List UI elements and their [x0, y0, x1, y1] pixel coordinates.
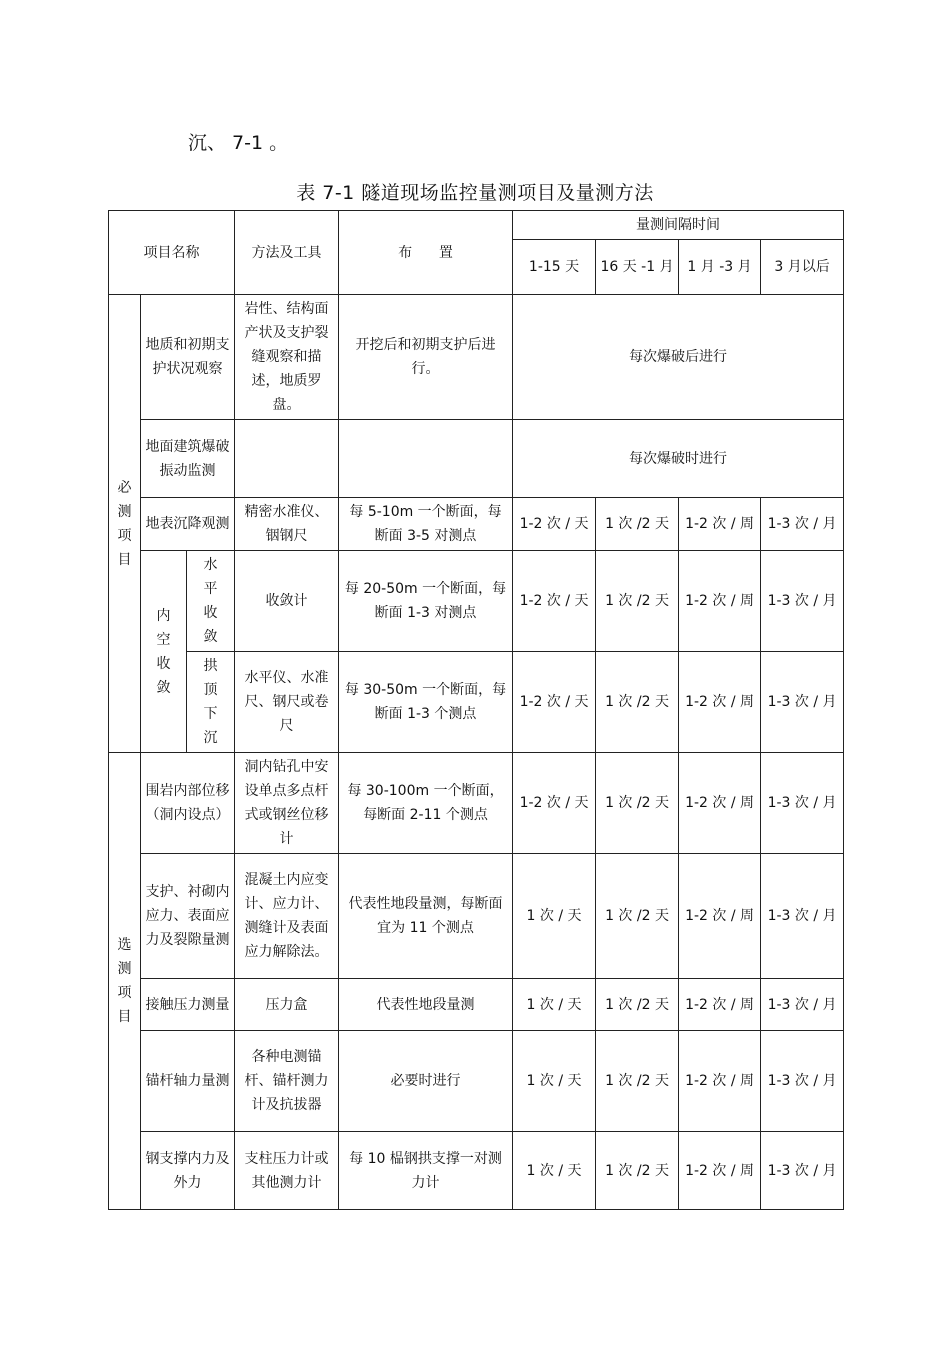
- header-interval: 量测间隔时间: [513, 211, 844, 240]
- item-period: 1-2 次 / 周: [679, 854, 761, 979]
- table-row: [109, 652, 844, 753]
- item-period: 1 次 / 天: [513, 854, 596, 979]
- table-caption: 表 7-1 隧道现场监控量测项目及量测方法: [296, 182, 654, 204]
- header-method: 方法及工具: [235, 211, 339, 295]
- item-period: 1-2 次 / 周: [679, 1031, 761, 1132]
- header-period: 3 月以后: [761, 240, 844, 295]
- item-period: 1-2 次 / 周: [679, 1132, 761, 1210]
- item-name: 接触压力测量: [141, 979, 235, 1031]
- item-period: 1-3 次 / 月: [761, 1031, 844, 1132]
- item-layout: 每 30-50m 一个断面，每断面 1-3 个测点: [339, 652, 513, 753]
- convergence-group-label: 内空收敛: [141, 551, 187, 753]
- item-period: 1-3 次 / 月: [761, 551, 844, 652]
- item-name: 地面建筑爆破振动监测: [141, 420, 235, 498]
- header-layout: 布 置: [339, 211, 513, 295]
- item-method: 各种电测锚杆、锚杆测力计及抗拔器: [235, 1031, 339, 1132]
- item-layout: 每 20-50m 一个断面，每断面 1-3 对测点: [339, 551, 513, 652]
- item-period: 1-2 次 / 周: [679, 753, 761, 854]
- item-name: 拱顶下沉: [187, 652, 235, 753]
- item-method: [235, 420, 339, 498]
- table-row: [109, 1031, 844, 1132]
- item-period: 1-3 次 / 月: [761, 1132, 844, 1210]
- header-period: 1 月 -3 月: [679, 240, 761, 295]
- required-group-label: 必测项目: [109, 295, 141, 753]
- item-method: 支柱压力计或其他测力计: [235, 1132, 339, 1210]
- item-period: 1 次 / 天: [513, 1031, 596, 1132]
- item-name: 地表沉降观测: [141, 498, 235, 551]
- item-period: 1-3 次 / 月: [761, 753, 844, 854]
- item-period: 1-2 次 / 天: [513, 498, 596, 551]
- intro-text: 沉、 7-1 。: [188, 132, 289, 154]
- item-name: 钢支撑内力及外力: [141, 1132, 235, 1210]
- header-item-name: 项目名称: [109, 211, 235, 295]
- item-interval: 每次爆破时进行: [513, 420, 844, 498]
- item-period: 1-2 次 / 天: [513, 652, 596, 753]
- item-method: 洞内钻孔中安设单点多点杆式或钢丝位移计: [235, 753, 339, 854]
- table-row: [109, 551, 844, 652]
- table-row: [109, 420, 844, 498]
- item-name: 锚杆轴力量测: [141, 1031, 235, 1132]
- item-layout: [339, 420, 513, 498]
- table-row: [109, 854, 844, 979]
- optional-group-label: 选测项目: [109, 753, 141, 1210]
- item-period: 1 次 /2 天: [596, 652, 679, 753]
- item-layout: 每 10 榀钢拱支撑一对测力计: [339, 1132, 513, 1210]
- item-period: 1 次 /2 天: [596, 1031, 679, 1132]
- header-row: [109, 211, 844, 240]
- item-period: 1-3 次 / 月: [761, 854, 844, 979]
- item-period: 1-3 次 / 月: [761, 498, 844, 551]
- item-layout: 每 30-100m 一个断面，每断面 2-11 个测点: [339, 753, 513, 854]
- item-period: 1-2 次 / 天: [513, 753, 596, 854]
- item-period: 1 次 /2 天: [596, 854, 679, 979]
- item-period: 1-2 次 / 周: [679, 979, 761, 1031]
- item-name: 水平收敛: [187, 551, 235, 652]
- item-method: 压力盒: [235, 979, 339, 1031]
- item-method: 精密水准仪、铟钢尺: [235, 498, 339, 551]
- item-period: 1-2 次 / 天: [513, 551, 596, 652]
- item-period: 1 次 /2 天: [596, 551, 679, 652]
- item-period: 1 次 / 天: [513, 1132, 596, 1210]
- table-row: [109, 1132, 844, 1210]
- item-period: 1-3 次 / 月: [761, 652, 844, 753]
- item-layout: 每 5-10m 一个断面，每断面 3-5 对测点: [339, 498, 513, 551]
- item-period: 1-2 次 / 周: [679, 551, 761, 652]
- item-method: 岩性、结构面产状及支护裂缝观察和描述，地质罗盘。: [235, 295, 339, 420]
- item-period: 1 次 /2 天: [596, 979, 679, 1031]
- table-row: [109, 753, 844, 854]
- table-row: [109, 979, 844, 1031]
- item-layout: 必要时进行: [339, 1031, 513, 1132]
- item-name: 地质和初期支护状况观察: [141, 295, 235, 420]
- item-name: 围岩内部位移（洞内设点）: [141, 753, 235, 854]
- monitoring-table: [108, 210, 844, 1210]
- item-interval: 每次爆破后进行: [513, 295, 844, 420]
- header-period: 16 天 -1 月: [596, 240, 679, 295]
- item-period: 1 次 /2 天: [596, 1132, 679, 1210]
- item-period: 1-2 次 / 周: [679, 498, 761, 551]
- item-layout: 代表性地段量测，每断面宜为 11 个测点: [339, 854, 513, 979]
- table-row: [109, 295, 844, 420]
- item-period: 1 次 /2 天: [596, 753, 679, 854]
- item-method: 收敛计: [235, 551, 339, 652]
- item-layout: 开挖后和初期支护后进行。: [339, 295, 513, 420]
- item-method: 水平仪、水准尺、钢尺或卷尺: [235, 652, 339, 753]
- item-layout: 代表性地段量测: [339, 979, 513, 1031]
- item-period: 1-2 次 / 周: [679, 652, 761, 753]
- item-period: 1-3 次 / 月: [761, 979, 844, 1031]
- item-period: 1 次 /2 天: [596, 498, 679, 551]
- item-period: 1 次 / 天: [513, 979, 596, 1031]
- table-row: [109, 498, 844, 551]
- item-method: 混凝土内应变计、应力计、测缝计及表面应力解除法。: [235, 854, 339, 979]
- item-name: 支护、衬砌内应力、表面应力及裂隙量测: [141, 854, 235, 979]
- header-period: 1-15 天: [513, 240, 596, 295]
